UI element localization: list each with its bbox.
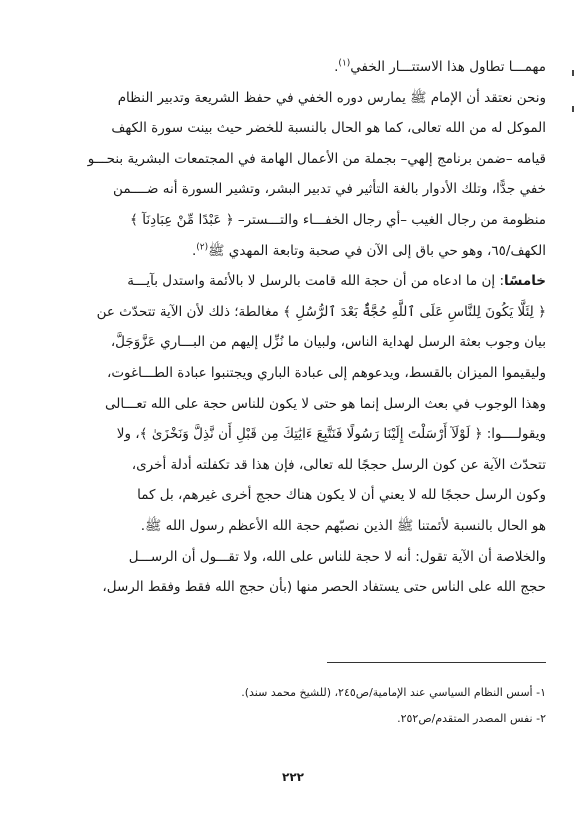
text-line — [40, 297, 546, 328]
line-text: قيامه –ضمن برنامج إلهي– بجملة من الأعمال الهامة في المجتمعات البشرية بنحـــو — [87, 150, 546, 167]
page-edge-mark — [572, 70, 574, 76]
footnote-separator — [327, 662, 546, 663]
line-punct: . — [191, 242, 197, 259]
body-text — [40, 52, 546, 603]
text-line — [40, 113, 546, 144]
line-text: : إن ما ادعاه من أن حجة الله قامت بالرسل لا بالأئمة واستدل بآيـــة — [127, 273, 505, 290]
text-line — [40, 419, 546, 450]
line-text: وليقيموا الميزان بالقسط، ويدعوهم إلى عبادة الباري ويجتنبوا عبادة الطـــاغوت، — [106, 364, 546, 381]
line-text: الموكل له من الله تعالى، كما هو الحال بالنسبة للخضر حيث بينت سورة الكهف — [111, 120, 546, 137]
text-line — [40, 174, 546, 205]
line-text: هو الحال بالنسبة لأئمتنا ﷺ الذين نصبّهم حجة الله الأعظم رسول الله ﷺ. — [140, 517, 546, 534]
footnote-ref: (٢) — [196, 242, 209, 253]
text-line — [40, 572, 546, 603]
footnote-1: ١- أسس النظام السياسي عند الإمامية/ص٢٤٥، (للشيخ محمد سند). — [241, 686, 546, 699]
text-line — [40, 511, 546, 542]
line-text: ﴿ لِئَلَّا يَكُونَ لِلنَّاسِ عَلَى ٱللَّهِ حُجَّةٌۢ بَعْدَ ٱلرُّسُلِ ﴾ مغالطة؛ ذلك لأن الآية تتحدّث عن — [96, 303, 546, 320]
text-line — [40, 205, 546, 236]
footnote-2: ٢- نفس المصدر المتقدم/ص٢٥٢. — [397, 712, 546, 725]
text-line — [40, 52, 546, 83]
text-line — [40, 144, 546, 175]
text-line — [40, 83, 546, 114]
section-heading: خامسًا — [504, 273, 546, 290]
page-edge-mark — [572, 106, 574, 112]
text-line — [40, 389, 546, 420]
footnotes — [40, 680, 546, 732]
footnote-ref: (١) — [338, 58, 351, 69]
line-text: ونحن نعتقد أن الإمام ﷺ يمارس دوره الخفي في حفظ الشريعة وتدبير النظام — [117, 89, 546, 106]
line-text: وكون الرسل حججًا لله لا يعني أن لا يكون هناك حجج أخرى غيرهم، بل كما — [137, 487, 546, 504]
text-line — [40, 327, 546, 358]
text-line — [40, 480, 546, 511]
line-text: حجج الله على الناس حتى يستفاد الحصر منها (بأن حجج الله فقط وفقط الرسل، — [102, 579, 546, 596]
line-text: ويقولــــوا: ﴿ لَوْلَآ أَرْسَلْتَ إِلَيْنَا رَسُولًا فَنَتَّبِعَ ءَايَٰتِكَ مِن قَبْلِ أَن نَّذِلَّ وَنَخْزَىٰ ﴾، ولا — [116, 426, 546, 443]
text-line — [40, 542, 546, 573]
line-text: خفي جدًّا، وتلك الأدوار بالغة التأثير في تدبير البشر، وتشير السورة أنه ضــــمن — [113, 181, 546, 198]
text-line — [40, 266, 546, 297]
page-number: ٢٢٢ — [282, 770, 304, 784]
line-text: الكهف/٦٥، وهو حي باق إلى الآن في صحبة وتابعة المهدي ﷺ — [208, 242, 546, 259]
text-line — [40, 358, 546, 389]
line-text: بيان وجوب بعثة الرسل لهداية الناس، ولبيان ما نُزِّل إليهم من البـــاري عَزَّوَجَلَّ، — [110, 334, 546, 351]
line-text: مهمـــا تطاول هذا الاستتـــار الخفي — [350, 59, 546, 75]
text-line — [40, 236, 546, 267]
line-text: والخلاصة أن الآية تقول: أنه لا حجة للناس على الله، ولا تقـــول أن الرســـل — [128, 548, 546, 565]
line-text: تتحدّث الآية عن كون الرسل حججًا لله تعالى، فإن هذا قد تكفلته أدلة أخرى، — [131, 456, 546, 473]
line-punct: . — [334, 59, 339, 75]
line-text: منظومة من رجال الغيب –أي رجال الخفـــاء والتـــستر– ﴿ عَبْدًا مِّنْ عِبَادِنَآ ﴾ — [130, 211, 546, 228]
line-text: وهذا الوجوب في بعث الرسل إنما هو حتى لا يكون للناس حجة على الله تعـــالى — [105, 395, 546, 412]
text-line — [40, 450, 546, 481]
